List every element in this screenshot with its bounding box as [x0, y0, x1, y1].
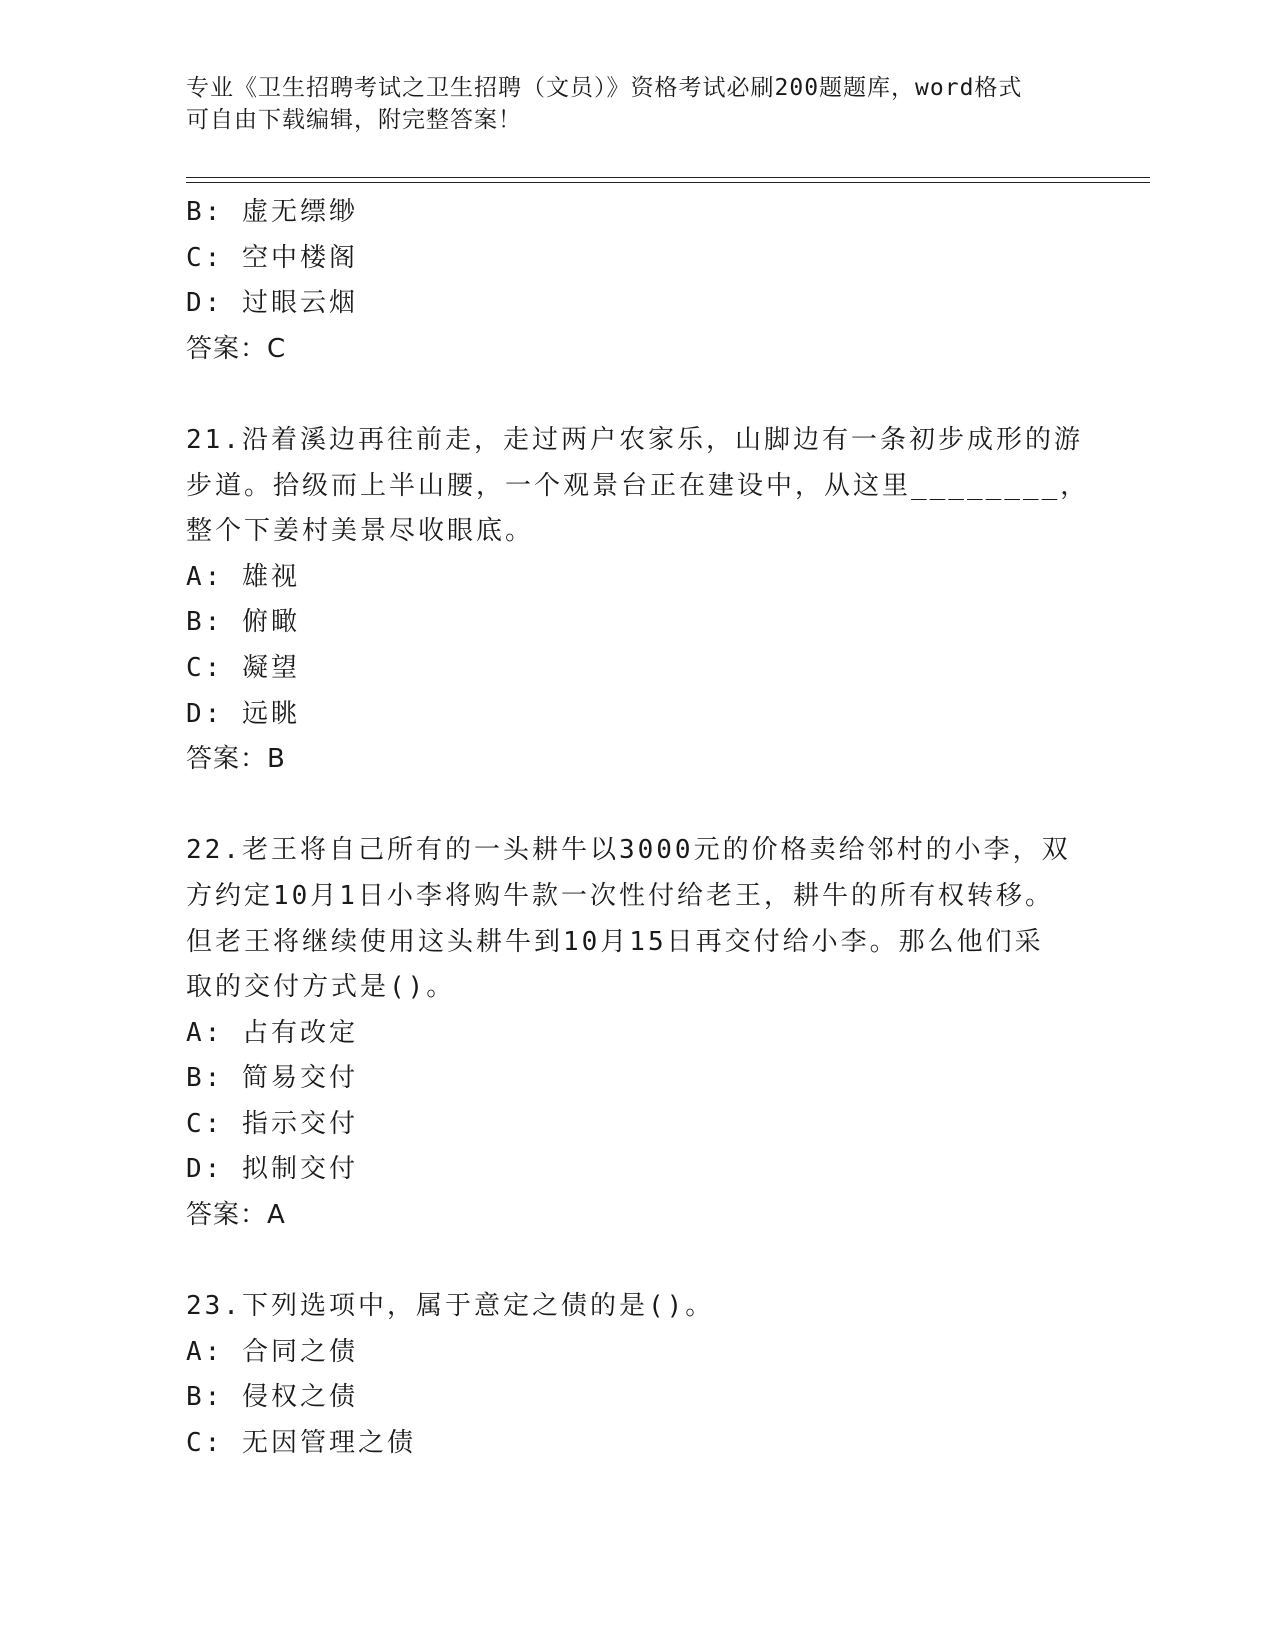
header-rule-bottom: [186, 182, 1150, 183]
header-title-line-2: 可自由下载编辑，附完整答案！: [186, 107, 522, 133]
option-d: D: 远眺: [186, 698, 300, 729]
question-text-line: 步道。拾级而上半山腰，一个观景台正在建设中，从这里________，: [186, 470, 1090, 501]
previous-question: [186, 190, 1086, 372]
option-c: C: 空中楼阁: [186, 242, 358, 273]
answer-line: 答案：B: [186, 744, 286, 775]
question-text-line: 取的交付方式是()。: [186, 972, 456, 1003]
question-22: [186, 828, 1086, 1238]
option-a: A: 合同之债: [186, 1336, 358, 1367]
question-text-line: 方约定10月1日小李将购牛款一次性付给老王，耕牛的所有权转移。: [186, 880, 1054, 911]
option-c: C: 凝望: [186, 652, 300, 683]
option-b: B: 俯瞰: [186, 607, 300, 638]
document-header: [186, 72, 1066, 136]
spacer: [186, 372, 1086, 418]
option-b: B: 虚无缥缈: [186, 197, 358, 227]
header-rule-top: [186, 177, 1150, 178]
answer-line: 答案：A: [186, 1200, 286, 1231]
option-d: D: 拟制交付: [186, 1154, 358, 1185]
spacer: [186, 783, 1086, 829]
header-title-line-1: 专业《卫生招聘考试之卫生招聘（文员）》资格考试必刷200题题库，word格式: [186, 75, 1023, 101]
option-c: C: 无因管理之债: [186, 1428, 416, 1459]
question-text-line: 但老王将继续使用这头耕牛到10月15日再交付给小李。那么他们采: [186, 926, 1044, 957]
option-a: A: 雄视: [186, 561, 300, 592]
option-a: A: 占有改定: [186, 1017, 358, 1048]
question-text-line: 21.沿着溪边再往前走，走过两户农家乐，山脚边有一条初步成形的游: [186, 424, 1083, 455]
option-b: B: 简易交付: [186, 1063, 358, 1094]
question-21: [186, 418, 1090, 783]
question-text-line: 22.老王将自己所有的一头耕牛以3000元的价格卖给邻村的小李，双: [186, 835, 1071, 866]
question-23: [186, 1284, 1086, 1466]
option-b: B: 侵权之债: [186, 1382, 358, 1413]
answer-line: 答案：C: [186, 333, 287, 364]
question-text-line: 23.下列选项中，属于意定之债的是()。: [186, 1291, 715, 1322]
question-text-line: 整个下姜村美景尽收眼底。: [186, 516, 535, 547]
option-d: D: 过眼云烟: [186, 288, 358, 319]
question-content: [186, 190, 1090, 1467]
spacer: [186, 1239, 1086, 1285]
option-c: C: 指示交付: [186, 1108, 358, 1139]
